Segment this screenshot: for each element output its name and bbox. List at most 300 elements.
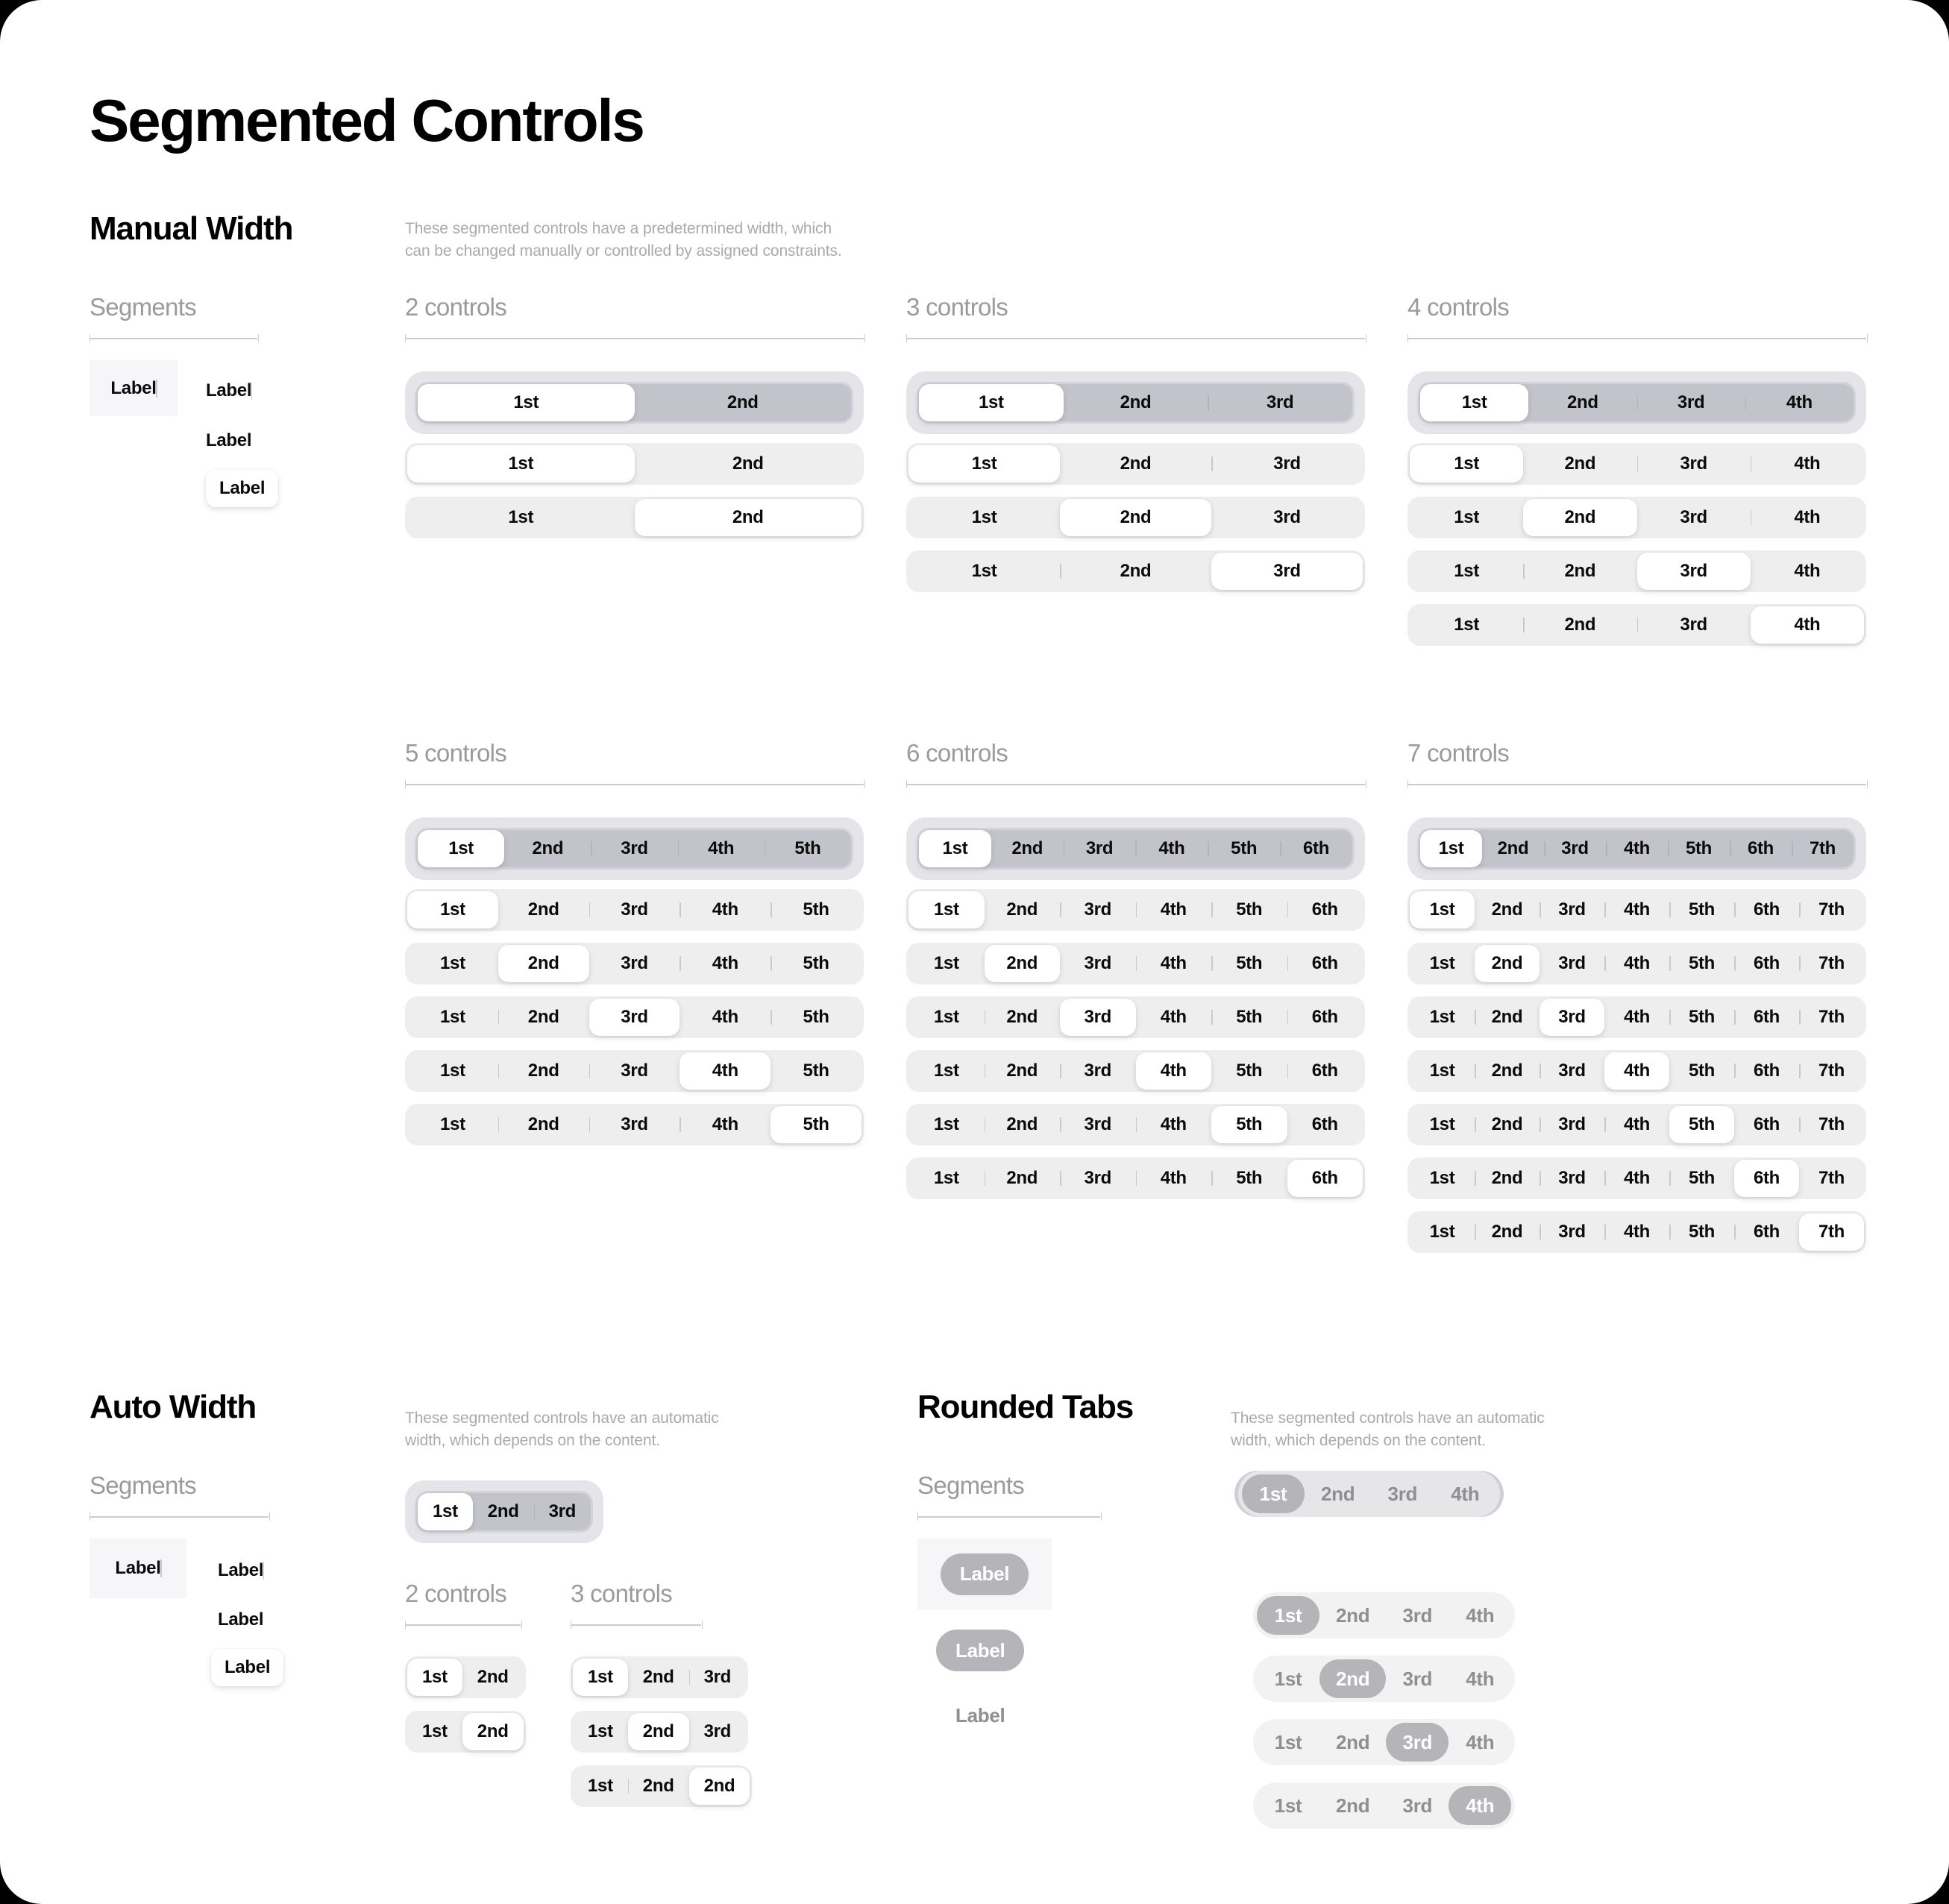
segment-selected[interactable]: 2nd <box>635 499 862 536</box>
manual-group-2-controls <box>405 295 864 550</box>
segmented-control-row <box>1407 497 1866 538</box>
segment[interactable]: 3rd <box>1558 953 1586 973</box>
segment-selected[interactable]: 4th <box>680 1052 771 1090</box>
segment[interactable]: 3rd <box>591 830 677 867</box>
segment[interactable]: 4th <box>1623 1007 1651 1027</box>
rounded-tab[interactable]: 3rd <box>1402 1794 1433 1817</box>
segmented-control-row <box>405 497 864 538</box>
rounded-tab-control[interactable] <box>1253 1719 1515 1765</box>
segment-selected[interactable]: 1st <box>418 1493 473 1530</box>
segment[interactable]: 4th <box>1136 1106 1212 1143</box>
segmented-control[interactable] <box>571 1656 748 1698</box>
segment[interactable]: 2nd <box>1475 1106 1540 1143</box>
segment[interactable]: 2nd <box>732 453 764 474</box>
segment[interactable]: 3rd <box>1540 1052 1604 1090</box>
segment[interactable]: 3rd <box>1637 445 1751 483</box>
segment[interactable]: 6th <box>1280 830 1352 867</box>
segment[interactable]: 1st <box>588 1776 613 1796</box>
segmented-control[interactable] <box>1407 1211 1866 1253</box>
segment-selected[interactable]: 3rd <box>589 999 680 1036</box>
segment-selected[interactable]: 1st <box>573 1659 628 1696</box>
segment-selected[interactable]: 4th <box>1604 1052 1669 1090</box>
segment[interactable]: 2nd <box>1011 838 1043 858</box>
segment[interactable]: 4th <box>1794 561 1821 581</box>
manual-segment-label-plain: Label <box>206 430 252 450</box>
segment[interactable]: 2nd <box>985 1106 1061 1143</box>
segment[interactable]: 1st <box>933 1007 959 1027</box>
segment[interactable]: 2nd <box>1475 1052 1540 1090</box>
segment[interactable]: 2nd <box>1566 392 1598 412</box>
segmented-control[interactable] <box>1407 443 1866 485</box>
segment[interactable]: 2nd <box>477 1667 509 1687</box>
manual-segment-label-divided: Label <box>206 380 252 400</box>
segment-selected[interactable]: 3rd <box>1540 999 1604 1036</box>
manual-segment-label-swatch: Label <box>110 377 157 398</box>
manual-group-7-controls <box>1407 741 1866 1265</box>
segment[interactable]: 5th <box>1211 891 1287 929</box>
segmented-control[interactable] <box>906 443 1365 485</box>
segment[interactable]: 1st <box>1429 1222 1455 1242</box>
segment[interactable]: 2nd <box>498 1106 589 1143</box>
segmented-control[interactable] <box>906 497 1365 538</box>
segmented-control[interactable] <box>405 1656 526 1698</box>
segmented-control[interactable] <box>415 382 853 424</box>
segment[interactable]: 4th <box>680 891 771 929</box>
segment[interactable]: 2nd <box>498 999 589 1036</box>
segment[interactable]: 5th <box>1211 1160 1287 1197</box>
segmented-control[interactable] <box>906 889 1365 931</box>
segment[interactable]: 2nd <box>1060 553 1211 590</box>
segment-selected[interactable]: 1st <box>407 445 635 483</box>
auto-group-header-1-rule <box>405 1621 521 1630</box>
segmented-control[interactable] <box>405 996 864 1038</box>
segment[interactable]: 3rd <box>1064 830 1136 867</box>
segment[interactable]: 6th <box>1287 1052 1363 1090</box>
segment[interactable]: 4th <box>1136 891 1212 929</box>
segmented-control[interactable] <box>1407 550 1866 592</box>
auto-group-rows <box>405 1656 521 1753</box>
segment-selected[interactable]: 2nd <box>985 945 1061 982</box>
segment[interactable]: 5th <box>1208 830 1280 867</box>
segment[interactable]: 3rd <box>1060 1160 1136 1197</box>
segment[interactable]: 3rd <box>1637 606 1751 644</box>
segment[interactable]: 1st <box>1454 507 1480 527</box>
segment-selected[interactable]: 3rd <box>1637 553 1751 590</box>
segment-selected[interactable]: 6th <box>1287 1160 1363 1197</box>
segment[interactable]: 2nd <box>985 1160 1061 1197</box>
segment[interactable]: 6th <box>1753 1114 1780 1134</box>
segment[interactable]: 3rd <box>589 1106 680 1143</box>
segment[interactable]: 3rd <box>1680 507 1707 527</box>
segment[interactable]: 1st <box>933 1061 959 1081</box>
rounded-tab-selected[interactable]: 1st <box>1257 1596 1319 1635</box>
segment[interactable]: 1st <box>1429 953 1455 973</box>
rounded-tab-control[interactable] <box>1234 1471 1504 1517</box>
manual-group-header-6 <box>1407 741 1866 789</box>
segmented-control-row <box>405 996 864 1038</box>
rounded-tab-selected[interactable]: 2nd <box>1319 1659 1386 1698</box>
segment[interactable]: 6th <box>1311 1114 1338 1134</box>
segment[interactable]: 4th <box>1136 945 1212 982</box>
segment[interactable]: 3rd <box>621 953 648 973</box>
segment-selected[interactable]: 1st <box>919 384 1064 421</box>
segmented-control[interactable] <box>906 1104 1365 1146</box>
segment[interactable]: 3rd <box>1273 507 1301 527</box>
segment[interactable]: 4th <box>1604 891 1669 929</box>
segment[interactable]: 4th <box>1606 830 1668 867</box>
segment[interactable]: 3rd <box>589 891 680 929</box>
segment[interactable]: 2nd <box>1120 392 1152 412</box>
segment[interactable]: 1st <box>971 561 997 581</box>
segment[interactable]: 3rd <box>1540 1160 1604 1197</box>
segment[interactable]: 2nd <box>985 1052 1061 1090</box>
segment[interactable]: 7th <box>1792 830 1854 867</box>
segment[interactable]: 4th <box>1135 830 1208 867</box>
segment[interactable]: 2nd <box>1491 899 1523 920</box>
segment[interactable]: 5th <box>771 891 861 929</box>
manual-group-rows <box>906 371 1365 592</box>
segment[interactable]: 4th <box>1604 1106 1669 1143</box>
segmented-control-row <box>1407 371 1866 434</box>
segment-selected[interactable]: 1st <box>1420 830 1482 867</box>
segment[interactable]: 3rd <box>1060 1106 1136 1143</box>
segmented-control-row <box>1407 443 1866 485</box>
rounded-tab[interactable]: 3rd <box>1402 1603 1433 1627</box>
segment-selected[interactable]: 3rd <box>1060 999 1136 1036</box>
segment[interactable]: 3rd <box>1540 1106 1604 1143</box>
segmented-control-row <box>405 371 864 434</box>
segment-selected[interactable]: 5th <box>1211 1106 1287 1143</box>
segment[interactable]: 1st <box>422 1721 448 1741</box>
segmented-control[interactable] <box>405 1104 864 1146</box>
segment[interactable]: 3rd <box>589 1052 680 1090</box>
segment-selected[interactable]: 7th <box>1799 1213 1864 1251</box>
auto-group-3-controls <box>571 1580 735 1820</box>
segment[interactable]: 1st <box>1454 615 1480 635</box>
segment[interactable]: 3rd <box>1208 384 1352 421</box>
segment[interactable]: 4th <box>1751 499 1864 536</box>
rounded-tab-selected[interactable]: 1st <box>1242 1474 1305 1513</box>
segment[interactable]: 2nd <box>1475 1213 1540 1251</box>
rounded-tab[interactable]: 1st <box>1274 1730 1302 1753</box>
segment[interactable]: 1st <box>440 1007 465 1027</box>
segmented-control[interactable] <box>405 443 864 485</box>
segment[interactable]: 1st <box>971 507 997 527</box>
segment-selected[interactable]: 5th <box>771 1106 861 1143</box>
segmented-control[interactable] <box>906 996 1365 1038</box>
segmented-control-row <box>405 1711 521 1753</box>
segmented-control[interactable] <box>405 889 864 931</box>
manual-group-header-2-rule <box>906 334 1365 343</box>
rounded-tab-control[interactable] <box>1253 1656 1515 1702</box>
segment-selected[interactable]: 3rd <box>1211 553 1363 590</box>
rounded-tab[interactable]: 1st <box>1274 1667 1302 1690</box>
segment[interactable]: 4th <box>1604 945 1669 982</box>
segment-selected[interactable]: 4th <box>1751 606 1864 644</box>
rounded-tab-control[interactable] <box>1253 1592 1515 1638</box>
manual-group-header-2 <box>906 295 1365 343</box>
segment[interactable]: 4th <box>1160 1007 1187 1027</box>
manual-group-3-controls <box>906 295 1365 604</box>
segmented-control-row <box>1407 1104 1866 1146</box>
segment[interactable]: 3rd <box>1540 1213 1604 1251</box>
segment-selected[interactable]: 1st <box>908 891 985 929</box>
rounded-hero-control[interactable] <box>1234 1471 1504 1517</box>
segment[interactable]: 6th <box>1734 891 1799 929</box>
segment[interactable]: 2nd <box>1475 1160 1540 1197</box>
manual-width-section-title: Manual Width <box>90 210 293 247</box>
segment-selected[interactable]: 2nd <box>462 1713 524 1750</box>
segment[interactable]: 4th <box>712 1007 738 1027</box>
rounded-tab[interactable]: 2nd <box>1336 1603 1370 1627</box>
segmented-control[interactable] <box>571 1765 752 1807</box>
segment[interactable]: 1st <box>1429 1168 1455 1188</box>
segment[interactable]: 3rd <box>1211 445 1363 483</box>
rounded-tab[interactable]: 4th <box>1451 1482 1480 1505</box>
segmented-control[interactable] <box>1407 604 1866 646</box>
segment[interactable]: 2nd <box>1497 838 1529 858</box>
auto-group-rows <box>571 1656 735 1807</box>
segmented-control[interactable] <box>917 828 1355 870</box>
segmented-control-pressed-frame <box>405 817 864 880</box>
segmented-control-row <box>1407 817 1866 880</box>
segment[interactable]: 3rd <box>689 1659 746 1696</box>
segmented-control[interactable] <box>571 1711 748 1753</box>
segment-selected[interactable]: 1st <box>908 445 1060 483</box>
segment[interactable]: 1st <box>1429 1114 1455 1134</box>
segment[interactable]: 6th <box>1730 830 1792 867</box>
segment[interactable]: 2nd <box>628 1768 689 1805</box>
segmented-control[interactable] <box>1407 1104 1866 1146</box>
segment-selected[interactable]: 1st <box>1410 891 1475 929</box>
segment[interactable]: 7th <box>1799 945 1864 982</box>
segment[interactable]: 4th <box>1604 1160 1669 1197</box>
manual-group-header-3-label: 4 controls <box>1407 293 1510 321</box>
segment[interactable]: 2nd <box>726 392 759 412</box>
segmented-control[interactable] <box>917 382 1355 424</box>
segment[interactable]: 3rd <box>1084 953 1111 973</box>
segment[interactable]: 6th <box>1287 891 1363 929</box>
segmented-control-row <box>405 943 864 984</box>
segment[interactable]: 2nd <box>1006 899 1038 920</box>
segmented-control[interactable] <box>906 943 1365 984</box>
segment[interactable]: 6th <box>1734 1213 1799 1251</box>
segmented-control[interactable] <box>415 1491 593 1533</box>
segment[interactable]: 6th <box>1287 999 1363 1036</box>
segment-selected[interactable]: 2nd <box>1475 945 1540 982</box>
segment-selected[interactable]: 4th <box>1136 1052 1212 1090</box>
segment[interactable]: 1st <box>933 1168 959 1188</box>
auto-segment-label-pill: Label <box>211 1649 283 1686</box>
segmented-control[interactable] <box>906 1050 1365 1092</box>
manual-group-header-4 <box>405 741 864 789</box>
segment[interactable]: 1st <box>508 507 534 527</box>
segment[interactable]: 2nd <box>1523 553 1636 590</box>
segmented-control[interactable] <box>906 1157 1365 1199</box>
segment[interactable]: 2nd <box>1475 999 1540 1036</box>
segment[interactable]: 7th <box>1799 891 1864 929</box>
rounded-tab[interactable]: 2nd <box>1336 1794 1370 1817</box>
manual-group-header-6-rule <box>1407 780 1866 789</box>
rounded-tab[interactable]: 3rd <box>1387 1482 1418 1505</box>
segmented-control[interactable] <box>405 1050 864 1092</box>
segment[interactable]: 2nd <box>532 838 564 858</box>
segment[interactable]: 5th <box>1211 999 1287 1036</box>
segment[interactable]: 7th <box>1799 999 1864 1036</box>
rounded-tab-selected[interactable]: 3rd <box>1386 1723 1449 1762</box>
segment[interactable]: 5th <box>771 999 861 1036</box>
segment[interactable]: 3rd <box>534 1493 591 1530</box>
rounded-tab[interactable]: 1st <box>1274 1794 1302 1817</box>
auto-hero-pressed-frame <box>405 1480 603 1543</box>
segmented-control-row <box>1407 604 1866 646</box>
segmented-control-row <box>906 371 1365 434</box>
segment[interactable]: 4th <box>678 830 765 867</box>
segment[interactable]: 6th <box>1734 999 1799 1036</box>
segment-selected[interactable]: 6th <box>1734 1160 1799 1197</box>
segment-selected[interactable]: 2nd <box>1060 499 1211 536</box>
auto-group-2-controls <box>405 1581 521 1765</box>
segment[interactable]: 1st <box>440 1114 465 1134</box>
segment[interactable]: 5th <box>1669 999 1734 1036</box>
segment[interactable]: 1st <box>933 953 959 973</box>
segment[interactable]: 1st <box>933 1114 959 1134</box>
segmented-control[interactable] <box>415 828 853 870</box>
auto-segment-label-divided: Label <box>218 1560 264 1580</box>
segment[interactable]: 5th <box>1236 1061 1263 1081</box>
segment[interactable]: 2nd <box>1120 453 1152 474</box>
rounded-segment-label-selected: Label <box>941 1553 1029 1595</box>
segment-selected[interactable]: 1st <box>919 830 991 867</box>
segment-selected[interactable]: 1st <box>1410 445 1523 483</box>
segmented-control[interactable] <box>1407 996 1866 1038</box>
segment[interactable]: 3rd <box>1637 384 1745 421</box>
segment-selected[interactable]: 1st <box>1420 384 1528 421</box>
segment[interactable]: 3rd <box>1544 830 1606 867</box>
segment[interactable]: 2nd <box>527 899 559 920</box>
segment[interactable]: 7th <box>1818 1168 1845 1188</box>
segment[interactable]: 1st <box>588 1721 613 1741</box>
segment[interactable]: 4th <box>1751 445 1864 483</box>
segmented-control[interactable] <box>405 943 864 984</box>
segmented-control[interactable] <box>405 497 864 538</box>
segment[interactable]: 5th <box>1669 1213 1734 1251</box>
segmented-control-pressed-frame <box>906 371 1365 434</box>
segmented-control-pressed-frame <box>906 817 1365 880</box>
segmented-control-row <box>405 1104 864 1146</box>
segmented-control[interactable] <box>405 1711 526 1753</box>
segment-selected[interactable]: 2nd <box>689 1768 750 1805</box>
segmented-control-row <box>906 497 1365 538</box>
segment[interactable]: 1st <box>440 953 465 973</box>
segment[interactable]: 1st <box>1429 1061 1455 1081</box>
segment-selected[interactable]: 1st <box>407 1659 462 1696</box>
segmented-control-row <box>571 1656 732 1698</box>
segment[interactable]: 3rd <box>703 1721 732 1741</box>
segment[interactable]: 5th <box>1669 945 1734 982</box>
rounded-tab[interactable]: 4th <box>1466 1730 1495 1753</box>
segment-selected[interactable]: 5th <box>1669 1106 1734 1143</box>
rounded-segment-swatch <box>917 1539 1052 1609</box>
segment-selected[interactable]: 2nd <box>628 1713 689 1750</box>
segment[interactable]: 2nd <box>985 999 1061 1036</box>
segmented-control[interactable] <box>906 550 1365 592</box>
segment[interactable]: 4th <box>680 1106 771 1143</box>
segment[interactable]: 3rd <box>1060 891 1136 929</box>
segment[interactable]: 4th <box>1136 1160 1212 1197</box>
segment[interactable]: 7th <box>1799 1052 1864 1090</box>
segment-selected[interactable]: 1st <box>418 830 504 867</box>
segment[interactable]: 2nd <box>498 1052 589 1090</box>
auto-hero-control[interactable] <box>405 1480 603 1543</box>
segmented-control[interactable] <box>1407 1050 1866 1092</box>
segment[interactable]: 5th <box>1688 1061 1716 1081</box>
segmented-control[interactable] <box>1418 828 1856 870</box>
segment[interactable]: 4th <box>1604 1213 1669 1251</box>
rounded-tab-control[interactable] <box>1253 1782 1515 1829</box>
rounded-tab[interactable]: 2nd <box>1336 1730 1370 1753</box>
segment[interactable]: 5th <box>771 945 861 982</box>
segment[interactable]: 5th <box>1669 1160 1734 1197</box>
segment-selected[interactable]: 2nd <box>498 945 589 982</box>
segmented-control[interactable] <box>1407 889 1866 931</box>
rounded-tab-row-list <box>1253 1592 1515 1846</box>
rounded-segments-header: Segments <box>917 1471 1024 1499</box>
segment-selected[interactable]: 1st <box>407 891 498 929</box>
segmented-control-pressed-frame <box>1407 817 1866 880</box>
rounded-tab[interactable]: 4th <box>1466 1603 1495 1627</box>
segmented-control[interactable] <box>1418 382 1856 424</box>
segment[interactable]: 1st <box>1454 561 1480 581</box>
auto-segments-column <box>90 1473 269 1521</box>
segment[interactable]: 3rd <box>1060 1052 1136 1090</box>
auto-group-header-1 <box>405 1581 521 1630</box>
segment[interactable]: 5th <box>1669 891 1734 929</box>
segment[interactable]: 5th <box>765 830 851 867</box>
manual-group-header-5-label: 6 controls <box>906 739 1008 767</box>
segment[interactable]: 2nd <box>642 1667 674 1687</box>
segmented-control[interactable] <box>1407 497 1866 538</box>
segment[interactable]: 5th <box>1211 945 1287 982</box>
segment[interactable]: 4th <box>680 945 771 982</box>
segment[interactable]: 1st <box>1429 1007 1455 1027</box>
segment[interactable]: 5th <box>1668 830 1730 867</box>
rounded-tab-selected[interactable]: 4th <box>1449 1786 1511 1825</box>
segment[interactable]: 6th <box>1734 1052 1799 1090</box>
segment-selected[interactable]: 1st <box>418 384 635 421</box>
rounded-tab[interactable]: 3rd <box>1402 1667 1433 1690</box>
segmented-control[interactable] <box>1407 943 1866 984</box>
segment[interactable]: 1st <box>440 1061 465 1081</box>
segment[interactable]: 7th <box>1799 1106 1864 1143</box>
segmented-control-row <box>405 443 864 485</box>
segment[interactable]: 2nd <box>1523 606 1636 644</box>
rounded-tab[interactable]: 2nd <box>1321 1482 1355 1505</box>
segment[interactable]: 6th <box>1287 945 1363 982</box>
segment[interactable]: 6th <box>1734 945 1799 982</box>
segment-selected[interactable]: 2nd <box>1523 499 1636 536</box>
manual-group-header-2-label: 3 controls <box>906 293 1008 321</box>
segment[interactable]: 2nd <box>487 1501 519 1521</box>
manual-segments-rule <box>90 334 257 343</box>
segment[interactable]: 5th <box>803 1061 829 1081</box>
auto-group-header-1-label: 2 controls <box>405 1580 507 1607</box>
segment[interactable]: 4th <box>1745 384 1854 421</box>
segment[interactable]: 3rd <box>1540 891 1604 929</box>
segmented-control[interactable] <box>1407 1157 1866 1199</box>
rounded-tab[interactable]: 4th <box>1466 1667 1495 1690</box>
segment[interactable]: 2nd <box>1564 453 1596 474</box>
